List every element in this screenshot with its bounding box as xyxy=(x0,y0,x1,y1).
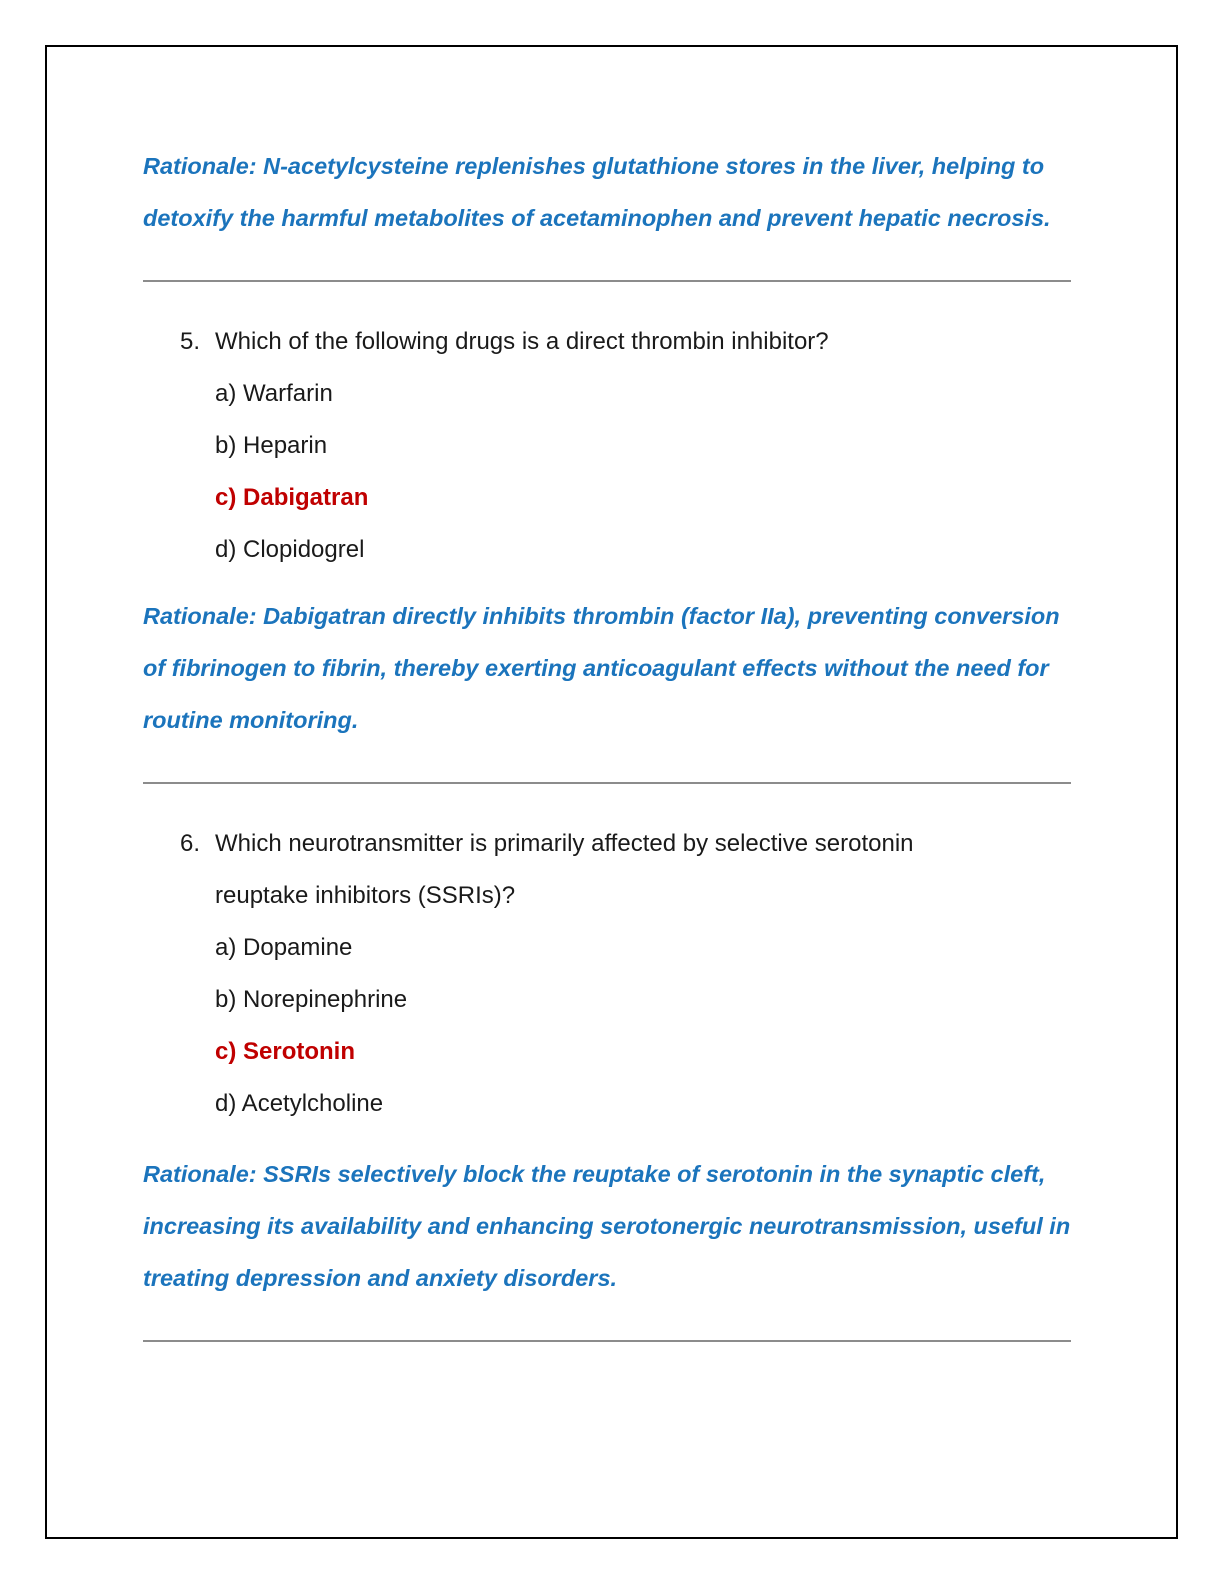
page-content xyxy=(143,0,1073,1342)
option-d: d) Clopidogrel xyxy=(215,536,365,563)
section-divider xyxy=(143,280,1071,282)
rationale-paragraph-q6: Rationale: SSRIs selectively block the reuptake of serotonin in the synaptic cleft, increasing its availability and enhancing serotonergic neurotransmission, useful in treating depression and anxiety disorders. xyxy=(143,1161,1071,1291)
option-a: a) Dopamine xyxy=(215,934,353,961)
rationale-paragraph-q5: Rationale: Dabigatran directly inhibits thrombin (factor IIa), preventing conversion of fibrinogen to fibrin, thereby exerting anticoagulant effects without the need for routine monitoring. xyxy=(143,603,1060,733)
section-divider xyxy=(143,782,1071,784)
option-a: a) Warfarin xyxy=(215,380,333,407)
rationale-paragraph-q4: Rationale: N-acetylcysteine replenishes glutathione stores in the liver, helping to detoxify the harmful metabolites of acetaminophen and prevent hepatic necrosis. xyxy=(143,153,1051,231)
question-block-6 xyxy=(143,818,1073,1130)
options-list-q5 xyxy=(143,368,1073,576)
question-6 xyxy=(143,818,1073,922)
option-c-correct-answer: c) Dabigatran xyxy=(215,484,369,511)
question-5 xyxy=(143,316,1073,368)
question-text: Which of the following drugs is a direct thrombin inhibitor? xyxy=(215,328,829,355)
option-c-correct-answer: c) Serotonin xyxy=(215,1038,356,1065)
question-number: 6. xyxy=(180,830,201,857)
question-number: 5. xyxy=(180,328,201,355)
question-text: Which neurotransmitter is primarily affected by selective serotonin reuptake inhibitors (SSRIs)? xyxy=(215,830,914,909)
option-b: b) Heparin xyxy=(215,432,328,459)
question-block-5 xyxy=(143,316,1073,576)
option-d: d) Acetylcholine xyxy=(215,1090,384,1117)
section-divider xyxy=(143,1340,1071,1342)
options-list-q6 xyxy=(143,922,1073,1130)
option-b: b) Norepinephrine xyxy=(215,986,408,1013)
